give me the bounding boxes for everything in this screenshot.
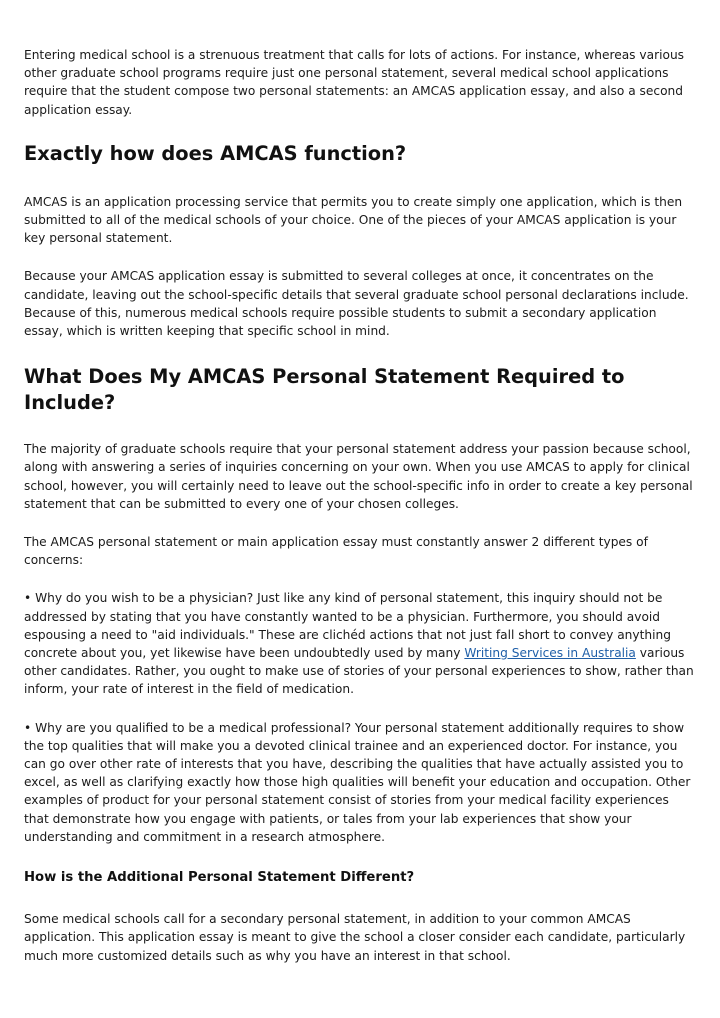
bullet-why-physician-text-before: • Why do you wish to be a physician? Just like any kind of personal statement, this inquiry should not be addressed by stating that you have constantly wanted to be a physician. Furthermore, you should avoid espousing a need to "aid individuals." These are clichéd actions that not just fall short to convey anything concrete about you, yet likewise have been undoubtedly used by many — [24, 591, 671, 661]
writing-services-link[interactable]: Writing Services in Australia — [464, 646, 636, 661]
paragraph-amcas-essay-focus: Because your AMCAS application essay is submitted to several colleges at once, it concentrates on the candidate, leaving out the school-specific details that several graduate school personal declarations include. Because of this, numerous medical schools require possible students to submit a secondary application essay, which is written keeping that specific school in mind. — [24, 269, 689, 339]
paragraph-amcas-service: AMCAS is an application processing service that permits you to create simply one application, which is then submitted to all of the medical schools of your choice. One of the pieces of your AMCAS application is your key personal statement. — [24, 194, 683, 246]
section-heading-what-to-include: What Does My AMCAS Personal Statement Required to Include? — [24, 365, 625, 415]
bullet-why-qualified: • Why are you qualified to be a medical professional? Your personal statement additionally requires to show the top qualities that will make you a devoted clinical trainee and an experienced doctor. For instance, you can go over other rate of interests that you have, describing the qualities that have actually assisted you to excel, as well as clarifying exactly how those high qualities will benefit your education and occupation. Other examples of product for your personal statement consist of stories from your medical facility experiences that demonstrate how you engage with patients, or tales from your lab experiences that show your understanding and commitment in a research atmosphere. — [24, 720, 691, 844]
paragraph-two-concerns: The AMCAS personal statement or main application essay must constantly answer 2 different types of concerns: — [24, 535, 648, 568]
section-heading-how-amcas-works: Exactly how does AMCAS function? — [24, 141, 407, 165]
paragraph-graduate-schools: The majority of graduate schools require that your personal statement address your passion because school, along with answering a series of inquiries concerning on your own. When you use AMCAS to apply for clinical school, however, you will certainly need to leave out the school-specific info in order to create a key personal statement that can be submitted to every one of your chosen colleges. — [24, 442, 693, 511]
bullet-why-physician — [24, 589, 696, 698]
bullet-why-physician-text-after: various other candidates. Rather, you ought to make use of stories of your personal experiences to show, rather than inform, your rate of interest in the field of medication. — [24, 646, 694, 697]
section-heading-additional-statement: How is the Additional Personal Statement Different? — [24, 870, 415, 886]
intro-paragraph: Entering medical school is a strenuous treatment that calls for lots of actions. For instance, whereas various other graduate school programs require just one personal statement, several medical school applications require that the student compose two personal statements: an AMCAS application essay, and also a second application essay. — [24, 48, 685, 117]
paragraph-secondary-statement: Some medical schools call for a secondary personal statement, in addition to your common AMCAS application. This application essay is meant to give the school a closer consider each candidate, particularly much more customized details such as why you have an interest in that school. — [24, 912, 686, 963]
